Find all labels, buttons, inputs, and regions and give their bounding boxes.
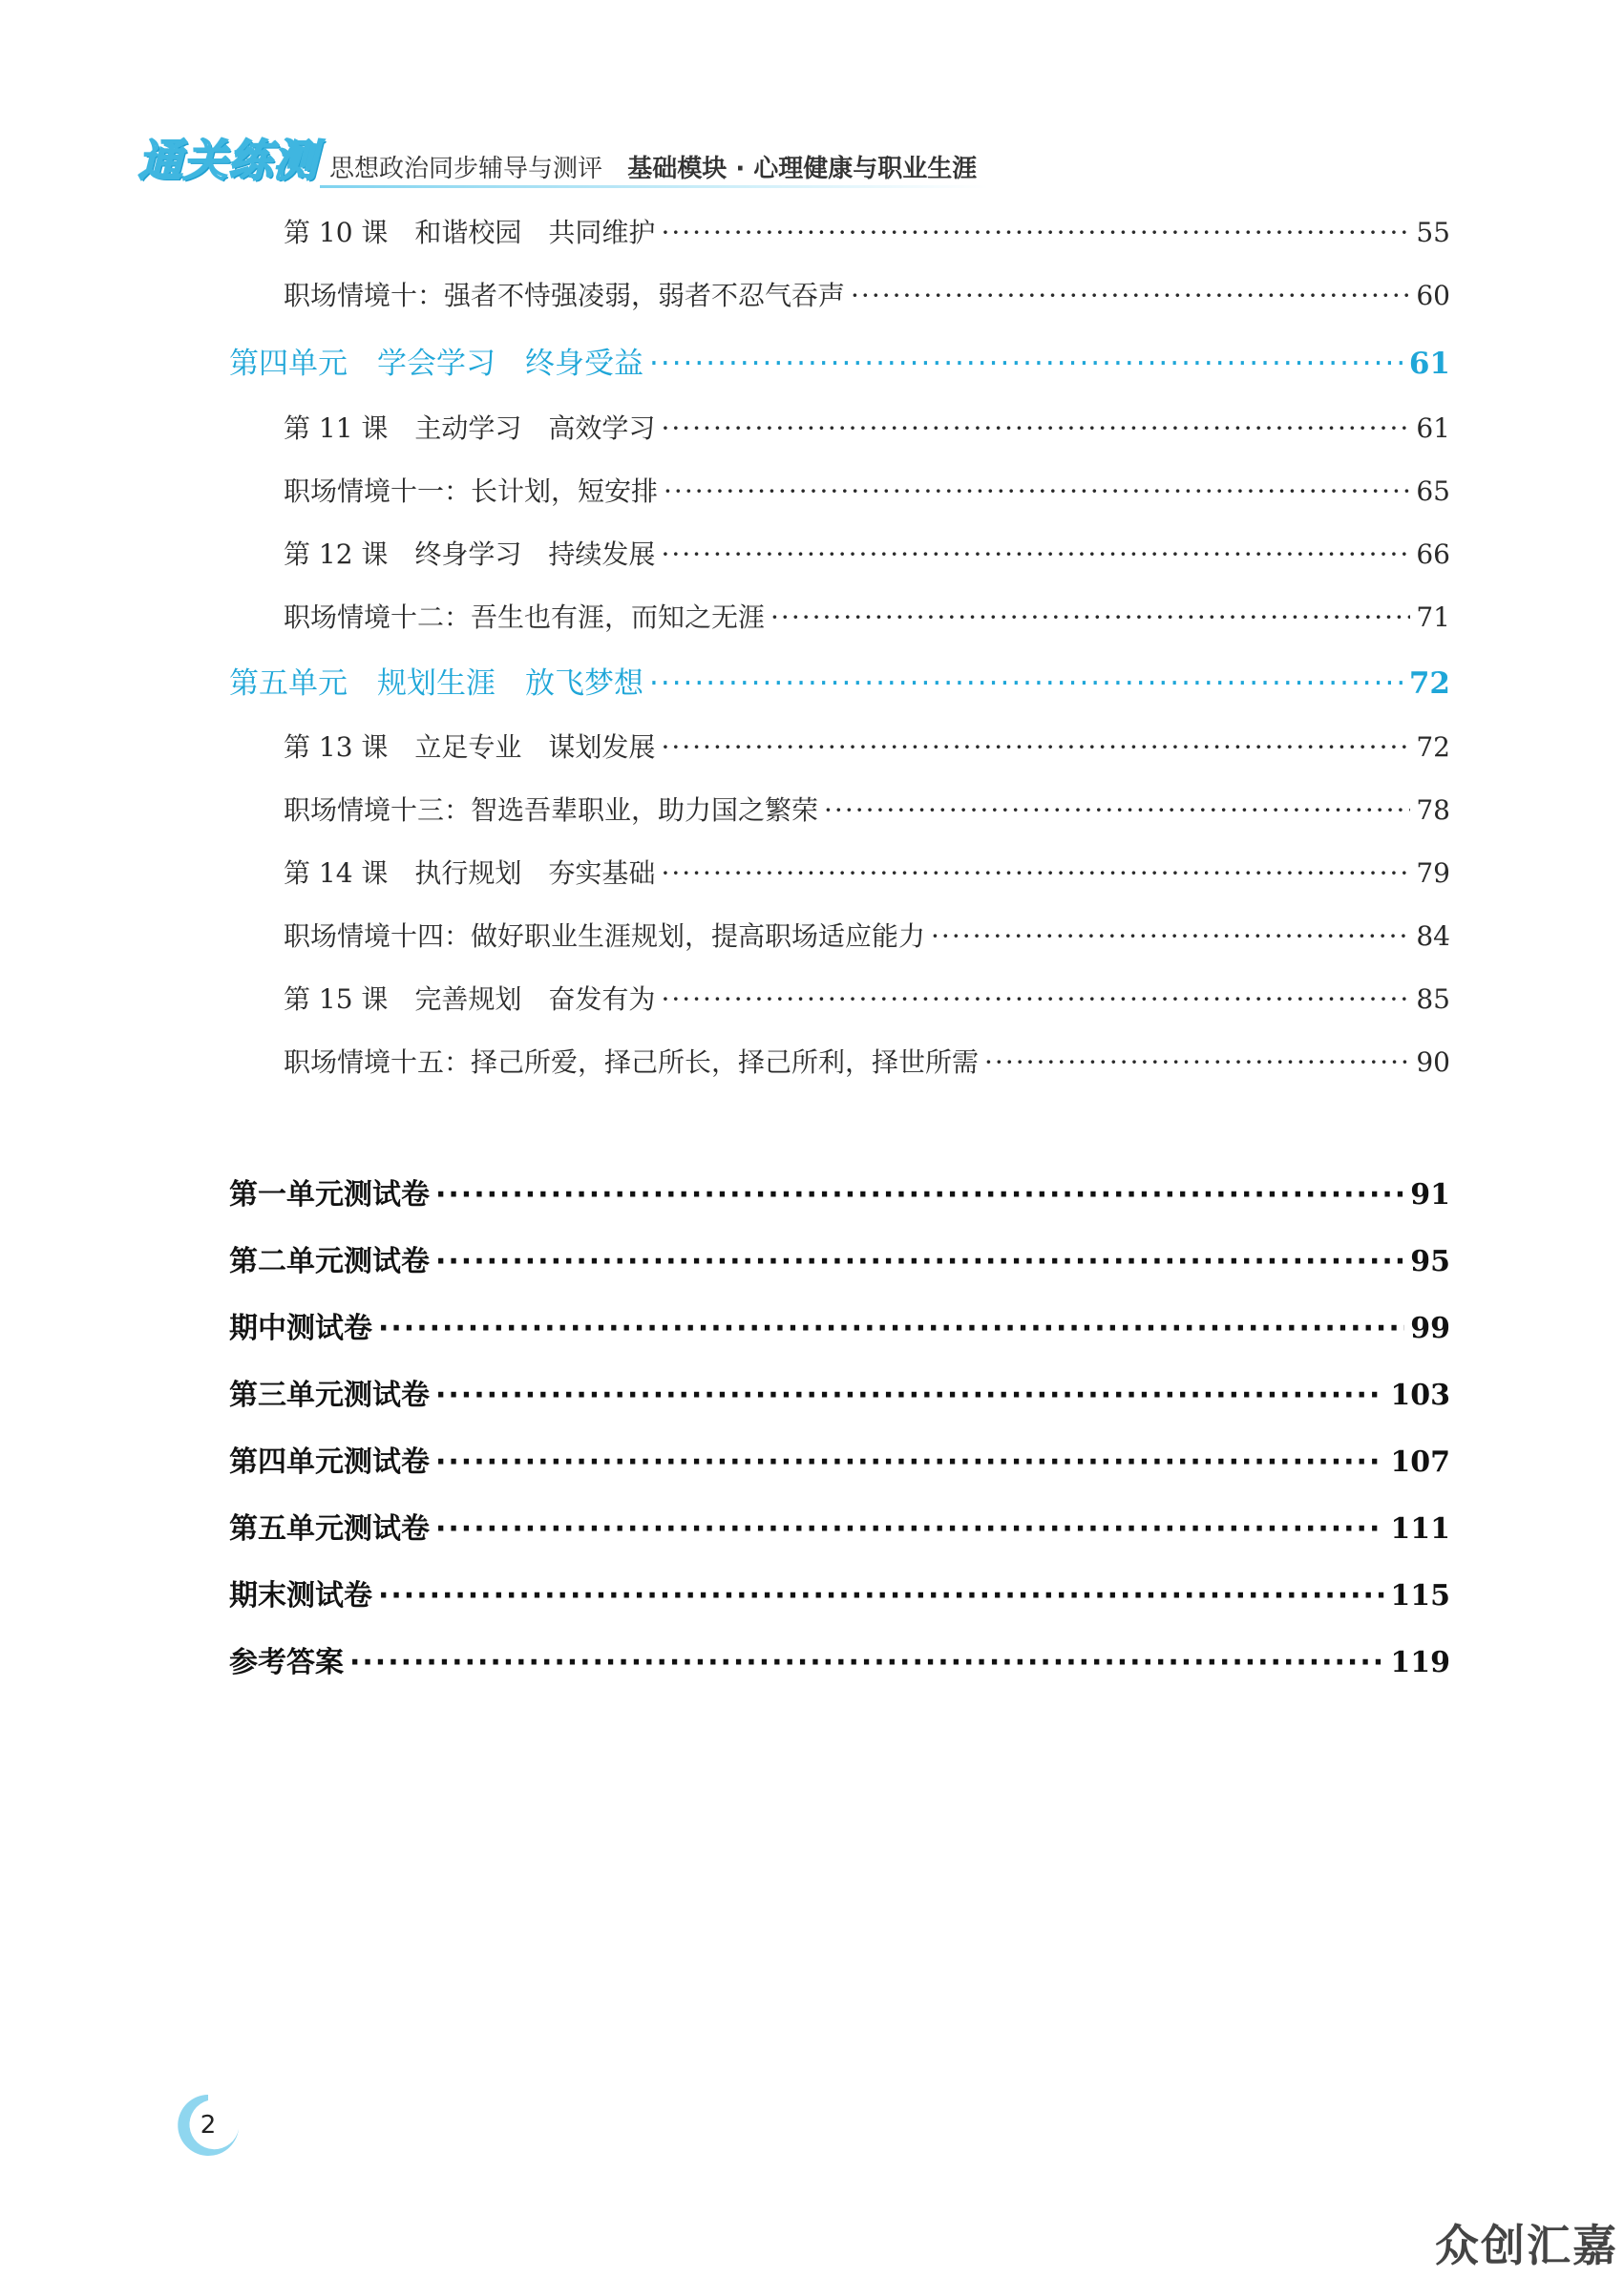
toc-entry-page: 55 [1416,217,1450,248]
leader-dots [661,983,1410,1015]
toc-entry[interactable] [284,597,1450,635]
toc-entry-label: 职场情境十一：长计划，短安排 [284,475,659,507]
book-module: 基础模块 · 心理健康与职业生涯 [627,155,978,183]
toc-entry-label: 第 15 课 完善规划 奋发有为 [284,983,656,1015]
leader-dots [851,280,1410,311]
toc-entry-label: 第四单元 学会学习 终身受益 [229,347,643,381]
toc-test-entry[interactable] [229,1638,1450,1680]
toc-entry-page: 95 [1410,1245,1450,1278]
toc-entry-label: 第五单元测试卷 [229,1512,430,1546]
toc-entry-page: 61 [1408,347,1450,381]
leader-dots [435,1445,1384,1479]
leader-dots [649,347,1403,381]
toc-entry[interactable] [284,853,1450,891]
toc-entry-page: 78 [1416,794,1450,826]
toc-entry-label: 职场情境十二：吾生也有涯，而知之无涯 [284,601,766,633]
toc-entry[interactable] [284,979,1450,1017]
toc-entry[interactable] [284,212,1450,250]
toc-entry-label: 第四单元测试卷 [229,1445,430,1479]
watermark: 众创汇嘉 [1435,2220,1618,2271]
leader-dots [349,1646,1384,1679]
leader-dots [649,666,1403,701]
toc-entry-label: 第五单元 规划生涯 放飞梦想 [229,666,643,701]
page-number-badge [174,2091,243,2160]
toc-entry-label: 第 10 课 和谐校园 共同维护 [284,217,656,248]
toc-entry-label: 第一单元测试卷 [229,1178,430,1212]
toc-entry-page: 115 [1390,1579,1450,1613]
toc-test-entry[interactable] [229,1438,1450,1480]
toc-test-entry[interactable] [229,1571,1450,1614]
leader-dots [661,412,1410,444]
toc-entry[interactable] [284,408,1450,446]
toc-test-entry[interactable] [229,1505,1450,1547]
toc-entry-label: 第 12 课 终身学习 持续发展 [284,538,656,570]
toc-entry-label: 职场情境十五：择己所爱，择己所长，择己所利，择世所需 [284,1046,980,1078]
toc-entry[interactable] [284,534,1450,572]
toc-unit-heading[interactable] [229,339,1450,382]
toc-entry-page: 72 [1408,666,1450,701]
toc-entry-label: 第三单元测试卷 [229,1379,430,1412]
leader-dots [824,794,1410,826]
toc-entry-page: 91 [1410,1178,1450,1212]
toc-entry-label: 职场情境十：强者不恃强凌弱，弱者不忍气吞声 [284,280,846,311]
leader-dots [661,538,1410,570]
toc-entry[interactable] [284,727,1450,765]
leader-dots [435,1379,1384,1412]
leader-dots [435,1178,1404,1212]
toc-entry-page: 85 [1416,983,1450,1015]
toc-entry-page: 90 [1416,1046,1450,1078]
toc-entry-label: 职场情境十四：做好职业生涯规划，提高职场适应能力 [284,920,926,952]
leader-dots [661,731,1410,763]
toc-entry[interactable] [284,916,1450,954]
series-logo: 通关练测 [138,135,318,186]
toc-entry-label: 期中测试卷 [229,1312,372,1345]
toc-entry-page: 60 [1416,280,1450,311]
book-title [329,149,977,184]
leader-dots [435,1512,1384,1546]
toc-entry-label: 期末测试卷 [229,1579,372,1613]
toc-test-entry[interactable] [229,1304,1450,1346]
toc-entry-label: 参考答案 [229,1646,344,1679]
leader-dots [661,217,1410,248]
page-header [138,134,979,191]
page-number: 2 [200,2111,217,2140]
toc-entry-label: 第二单元测试卷 [229,1245,430,1278]
leader-dots [378,1579,1384,1613]
header-divider [320,185,988,188]
toc-entry[interactable] [284,275,1450,313]
leader-dots [661,857,1410,889]
toc-entry-page: 72 [1416,731,1450,763]
toc-entry[interactable] [284,1042,1450,1080]
toc-entry-label: 职场情境十三：智选吾辈职业，助力国之繁荣 [284,794,819,826]
leader-dots [664,475,1410,507]
toc-entry-page: 103 [1390,1379,1450,1412]
toc-unit-heading[interactable] [229,659,1450,702]
book-subtitle: 思想政治同步辅导与测评 [329,155,603,183]
toc-entry-page: 111 [1390,1512,1450,1546]
toc-test-entry[interactable] [229,1237,1450,1279]
toc-entry-page: 71 [1416,601,1450,633]
toc-entry-page: 65 [1416,475,1450,507]
toc-entry-page: 79 [1416,857,1450,889]
leader-dots [435,1245,1404,1278]
toc-entry-page: 61 [1416,412,1450,444]
toc-test-entry[interactable] [229,1371,1450,1413]
leader-dots [770,601,1410,633]
toc-entry-label: 第 13 课 立足专业 谋划发展 [284,731,656,763]
toc-entry-page: 99 [1410,1312,1450,1345]
toc-entry-page: 107 [1390,1445,1450,1479]
leader-dots [378,1312,1404,1345]
toc-test-entry[interactable] [229,1171,1450,1213]
toc-entry[interactable] [284,471,1450,509]
toc-entry-label: 第 14 课 执行规划 夯实基础 [284,857,656,889]
toc-entry-page: 66 [1416,538,1450,570]
leader-dots [984,1046,1410,1078]
toc-entry-label: 第 11 课 主动学习 高效学习 [284,412,656,444]
toc-entry[interactable] [284,790,1450,828]
toc-entry-page: 84 [1416,920,1450,952]
leader-dots [931,920,1410,952]
toc-entry-page: 119 [1390,1646,1450,1679]
